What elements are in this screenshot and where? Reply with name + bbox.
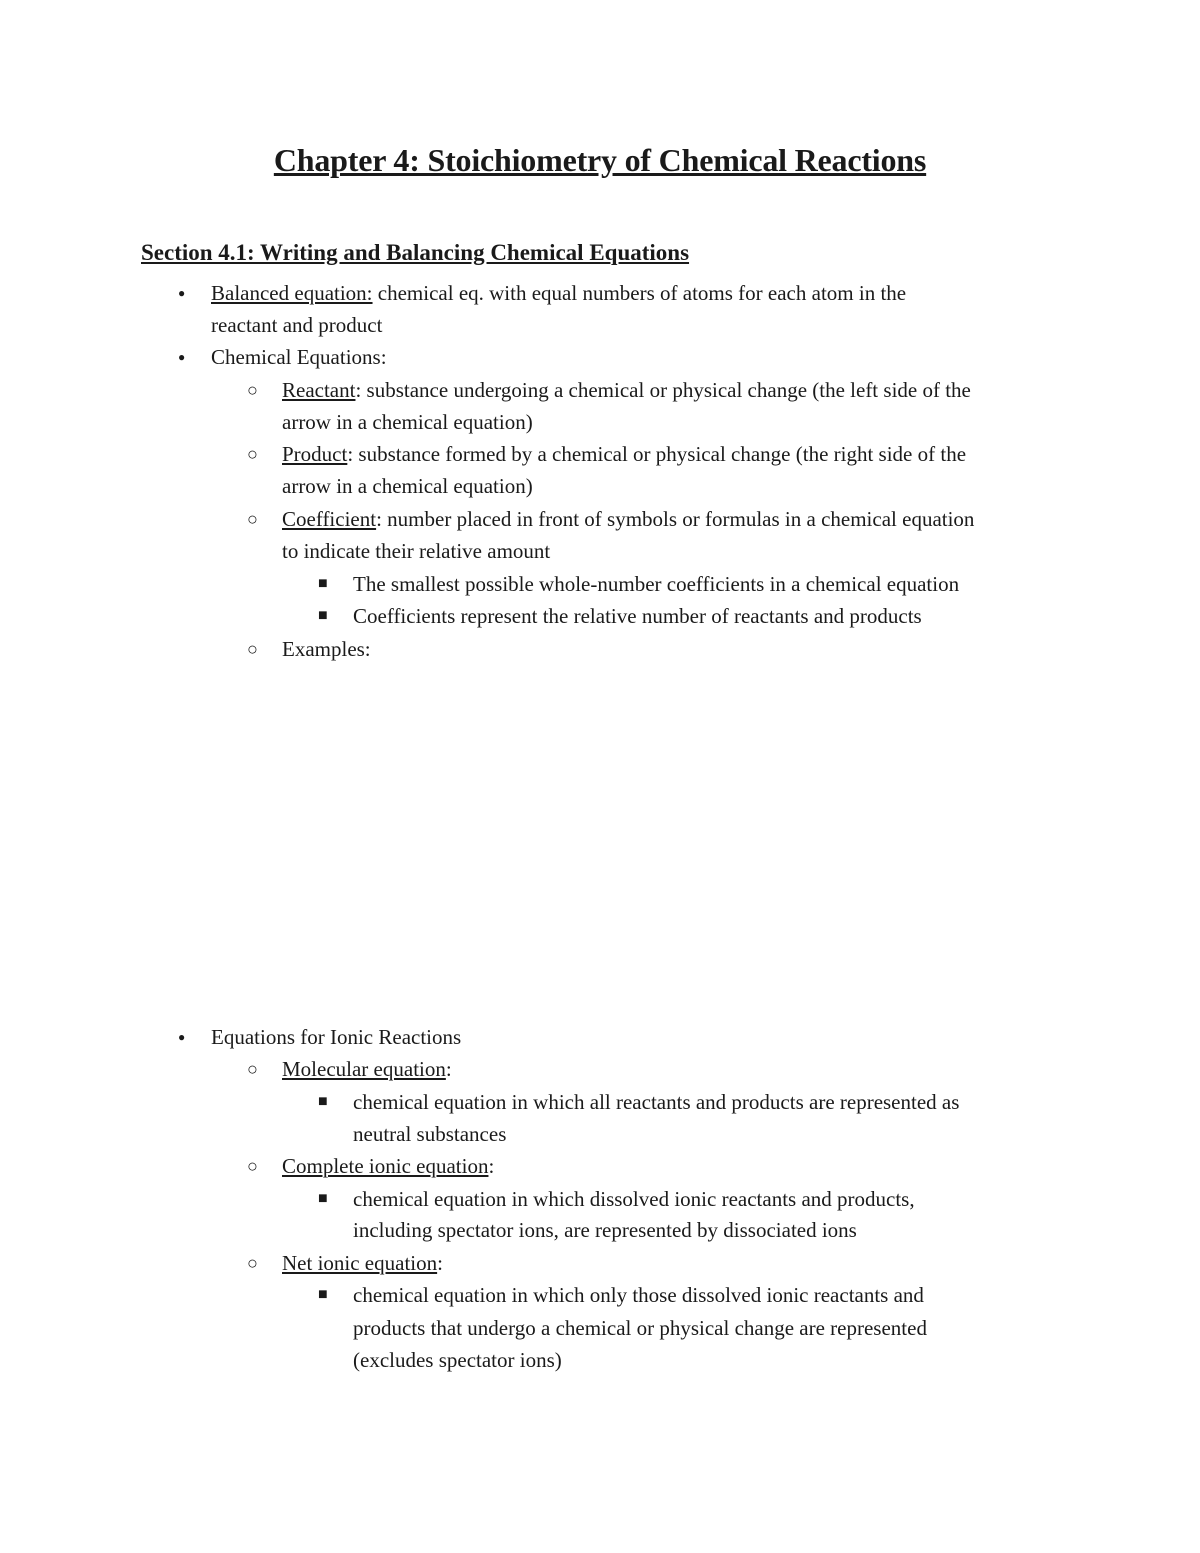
ionic-reactions-label: Equations for Ionic Reactions	[211, 1025, 462, 1049]
coefficient-line-2: to indicate their relative amount	[282, 539, 551, 563]
bullet-marker: ●	[178, 1030, 186, 1044]
term-molecular-equation: Molecular equation	[282, 1057, 446, 1081]
net-def-line-2: products that undergo a chemical or physical change are represented	[353, 1316, 927, 1340]
bullet-marker: ■	[318, 1190, 328, 1207]
complete-def-line-2: including spectator ions, are represented by dissociated ions	[353, 1218, 857, 1242]
coefficient-line: Coefficient: number placed in front of symbols or formulas in a chemical equation	[282, 507, 975, 531]
term-reactant: Reactant	[282, 378, 356, 402]
bullet-marker: ○	[247, 1253, 258, 1273]
chemical-equations-label: Chemical Equations:	[211, 345, 387, 369]
complete-ionic-line: Complete ionic equation:	[282, 1154, 495, 1178]
section-heading: Section 4.1: Writing and Balancing Chemical Equations	[141, 240, 690, 265]
molecular-def-line-2: neutral substances	[353, 1122, 507, 1146]
bullet-marker: ■	[318, 575, 328, 592]
bullet-marker: ○	[247, 639, 258, 659]
term-coefficient: Coefficient	[282, 507, 377, 531]
term-net-ionic-equation: Net ionic equation	[282, 1251, 438, 1275]
complete-def-line-1: chemical equation in which dissolved ionic reactants and products,	[353, 1187, 915, 1211]
bullet-marker: ○	[247, 380, 258, 400]
bullet-marker: ■	[318, 1286, 328, 1303]
bullet-marker: ■	[318, 607, 328, 624]
molecular-def-line-1: chemical equation in which all reactants and products are represented as	[353, 1090, 960, 1114]
bullet-marker: ■	[318, 1093, 328, 1110]
reactant-line: Reactant: substance undergoing a chemical or physical change (the left side of the	[282, 378, 971, 402]
net-def-line-3: (excludes spectator ions)	[353, 1348, 562, 1372]
bullet-marker: ○	[247, 444, 258, 464]
molecular-equation-line: Molecular equation:	[282, 1057, 452, 1081]
bullet-marker: ○	[247, 1059, 258, 1079]
balanced-equation-line: Balanced equation: chemical eq. with equal numbers of atoms for each atom in the	[211, 281, 907, 305]
reactant-line-2: arrow in a chemical equation)	[282, 410, 533, 434]
coefficient-note-2: Coefficients represent the relative number of reactants and products	[353, 604, 922, 628]
chapter-title: Chapter 4: Stoichiometry of Chemical Reactions	[273, 142, 927, 178]
bullet-marker: ●	[178, 350, 186, 364]
bullet-marker: ○	[247, 509, 258, 529]
net-ionic-line: Net ionic equation:	[282, 1251, 443, 1275]
net-def-line-1: chemical equation in which only those dissolved ionic reactants and	[353, 1283, 924, 1307]
product-line: Product: substance formed by a chemical or physical change (the right side of the	[282, 442, 967, 466]
product-line-2: arrow in a chemical equation)	[282, 474, 533, 498]
balanced-equation-line-2: reactant and product	[211, 313, 383, 337]
term-complete-ionic-equation: Complete ionic equation	[282, 1154, 489, 1178]
term-product: Product	[282, 442, 348, 466]
coefficient-note-1: The smallest possible whole-number coefficients in a chemical equation	[353, 572, 960, 596]
bullet-marker: ●	[178, 286, 186, 300]
bullet-marker: ○	[247, 1156, 258, 1176]
term-balanced-equation: Balanced equation:	[211, 281, 373, 305]
examples-label: Examples:	[282, 637, 371, 661]
